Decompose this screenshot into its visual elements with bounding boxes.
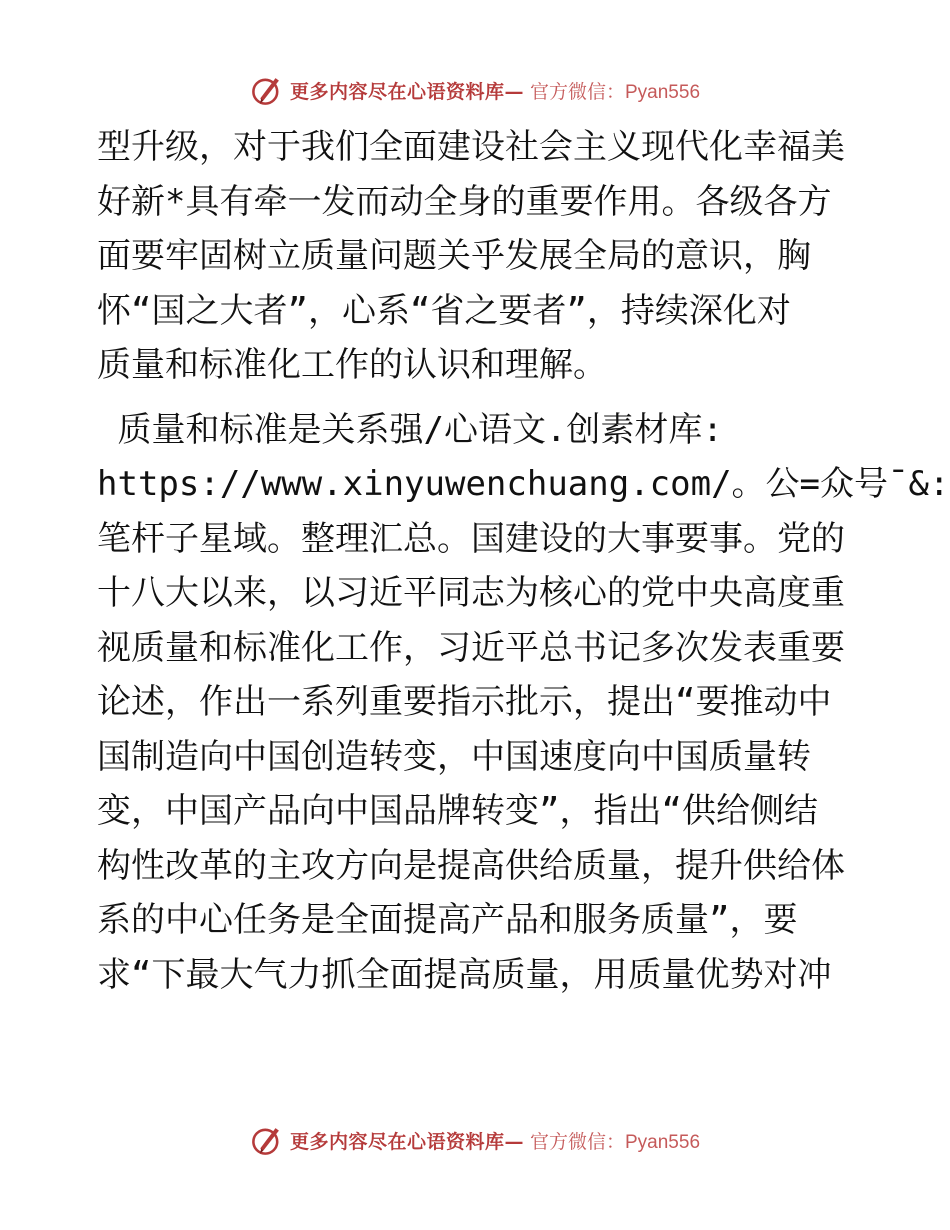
text-line: 视质量和标准化工作，习近平总书记多次发表重要	[97, 627, 845, 668]
paragraph-2	[97, 403, 950, 1003]
banner-wechat-text: 官方微信：Pyan556	[530, 1131, 701, 1153]
quill-pen-logo-icon	[250, 1123, 284, 1157]
text-line: 好新*具有牵一发而动全身的重要作用。各级各方	[97, 181, 832, 222]
text-line: 十八大以来，以习近平同志为核心的党中央高度重	[97, 573, 845, 613]
text-line: 笔杆子星域。整理汇总。国建设的大事要事。党的	[97, 518, 845, 559]
text-line: 论述，作出一系列重要指示批示，提出“要推动中	[97, 682, 832, 722]
header-banner	[0, 70, 950, 110]
banner-site-text: 更多内容尽在心语资料库—	[289, 1130, 524, 1153]
text-line: 系的中心任务是全面提高产品和服务质量”，要	[97, 900, 798, 940]
quill-pen-logo-icon	[250, 73, 284, 107]
text-line: 质量和标准是关系强/心语文.创素材库:	[97, 409, 723, 450]
text-line: 国制造向中国创造转变，中国速度向中国质量转	[97, 736, 811, 777]
text-line: 怀“国之大者”，心系“省之要者”，持续深化对	[97, 290, 791, 331]
paragraph-1	[97, 120, 857, 393]
text-line: 求“下最大气力抓全面提高质量，用质量优势对冲	[97, 954, 832, 995]
text-line: 型升级，对于我们全面建设社会主义现代化幸福美	[97, 127, 845, 167]
banner-wechat-text: 官方微信：Pyan556	[530, 81, 701, 103]
text-line: 构性改革的主攻方向是提高供给质量，提升供给体	[97, 845, 845, 886]
document-body	[97, 120, 950, 1002]
text-line: 质量和标准化工作的认识和理解。	[97, 345, 607, 385]
text-line: 面要牢固树立质量问题关乎发展全局的意识，胸	[97, 236, 811, 276]
banner-site-text: 更多内容尽在心语资料库—	[289, 80, 524, 103]
text-line: https://www.xinyuwenchuang.com/。公=众号¯&:	[97, 464, 950, 504]
footer-banner	[0, 1120, 950, 1160]
text-line: 变，中国产品向中国品牌转变”，指出“供给侧结	[97, 791, 818, 831]
paragraph-gap	[97, 393, 857, 403]
